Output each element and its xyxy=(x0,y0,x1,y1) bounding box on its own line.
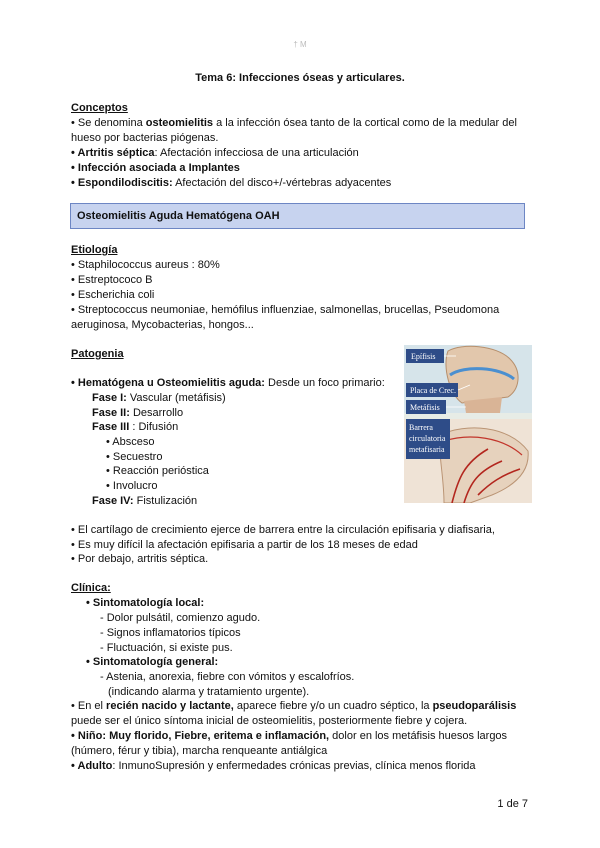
recien-nacido-text: • En el recién nacido y lactante, aparece fiebre y/o un cuadro séptico, la pseudoparálisis xyxy=(71,700,517,712)
fase-1: Fase I: Vascular (metáfisis) xyxy=(92,392,226,404)
etiologia-item: • Streptococcus neumoniae, hemófilus influenziae, salmonellas, brucellas, Pseudomona xyxy=(71,304,500,316)
section-title-box: Osteomielitis Aguda Hematógena OAH xyxy=(70,203,525,229)
sintomatologia-local-item: - Signos inflamatorios típicos xyxy=(100,627,241,639)
artritis-definition: • Artritis séptica: Afectación infecciosa de una articulación xyxy=(71,147,359,159)
bone-anatomy-figure xyxy=(404,345,532,503)
nino-text: • Niño: Muy florido, Fiebre, eritema e inflamación, dolor en los metáfisis huesos largos xyxy=(71,730,508,742)
page-header-initials: † M xyxy=(293,40,307,49)
osteomielitis-definition-cont: hueso por bacterias piógenas. xyxy=(71,132,219,144)
sintomatologia-general-item: - Astenia, anorexia, fiebre con vómitos y escalofríos. xyxy=(100,671,355,683)
label-barrera-3: metafisaria xyxy=(409,445,445,454)
patogenia-note: • Es muy difícil la afectación epifisaria a partir de los 18 meses de edad xyxy=(71,539,418,551)
fase-3-item: • Involucro xyxy=(106,480,158,492)
label-barrera-1: Barrera xyxy=(409,423,433,432)
page-number: 1 de 7 xyxy=(497,798,528,810)
nino-text-cont: (húmero, férur y tibia), marcha renqueante antiálgica xyxy=(71,745,328,757)
conceptos-heading: Conceptos xyxy=(71,102,128,114)
espondilodiscitis-definition: • Espondilodiscitis: Afectación del disco+/-vértebras adyacentes xyxy=(71,177,392,189)
label-epifisis: Epífisis xyxy=(411,352,436,361)
label-metafisis: Metáfisis xyxy=(410,403,440,412)
fase-3-item: • Secuestro xyxy=(106,451,163,463)
fase-2: Fase II: Desarrollo xyxy=(92,407,184,419)
sintomatologia-local-item: - Dolor pulsátil, comienzo agudo. xyxy=(100,612,261,624)
fase-4: Fase IV: Fistulización xyxy=(92,495,198,507)
patogenia-note: • El cartílago de crecimiento ejerce de barrera entre la circulación epifisaria y diafisaria, xyxy=(71,524,495,536)
patogenia-heading: Patogenia xyxy=(71,348,124,360)
etiologia-item: aeruginosa, Mycobacterias, hongos... xyxy=(71,319,254,331)
patogenia-note: • Por debajo, artritis séptica. xyxy=(71,553,209,565)
osteomielitis-definition: • Se denomina osteomielitis a la infección ósea tanto de la cortical como de la medular del xyxy=(71,117,517,129)
sintomatologia-local-item: - Fluctuación, si existe pus. xyxy=(100,642,233,654)
implantes-item: • Infección asociada a Implantes xyxy=(71,162,240,174)
etiologia-item: • Staphilococcus aureus : 80% xyxy=(71,259,220,271)
etiologia-item: • Escherichia coli xyxy=(71,289,155,301)
label-placa: Placa de Crec. xyxy=(410,386,456,395)
sintomatologia-general-title: • Sintomatología general: xyxy=(86,656,219,668)
sintomatologia-local-title: • Sintomatología local: xyxy=(86,597,205,609)
etiologia-item: • Estreptococo B xyxy=(71,274,153,286)
fase-3-item: • Absceso xyxy=(106,436,155,448)
adulto-text: • Adulto: InmunoSupresión y enfermedades crónicas previas, clínica menos florida xyxy=(71,760,476,772)
patogenia-intro: • Hematógena u Osteomielitis aguda: Desde un foco primario: xyxy=(71,377,385,389)
sintomatologia-general-item-cont: (indicando alarma y tratamiento urgente). xyxy=(108,686,310,698)
label-barrera-2: circulatoria xyxy=(409,434,446,443)
document-title: Tema 6: Infecciones óseas y articulares. xyxy=(195,72,405,84)
recien-nacido-text-cont: puede ser el único síntoma inicial de osteomielitis, posteriormente fiebre y cojera. xyxy=(71,715,468,727)
fase-3: Fase III : Difusión xyxy=(92,421,179,433)
fase-3-item: • Reacción perióstica xyxy=(106,465,209,477)
etiologia-heading: Etiología xyxy=(71,244,118,256)
clinica-heading: Clínica: xyxy=(71,582,111,594)
